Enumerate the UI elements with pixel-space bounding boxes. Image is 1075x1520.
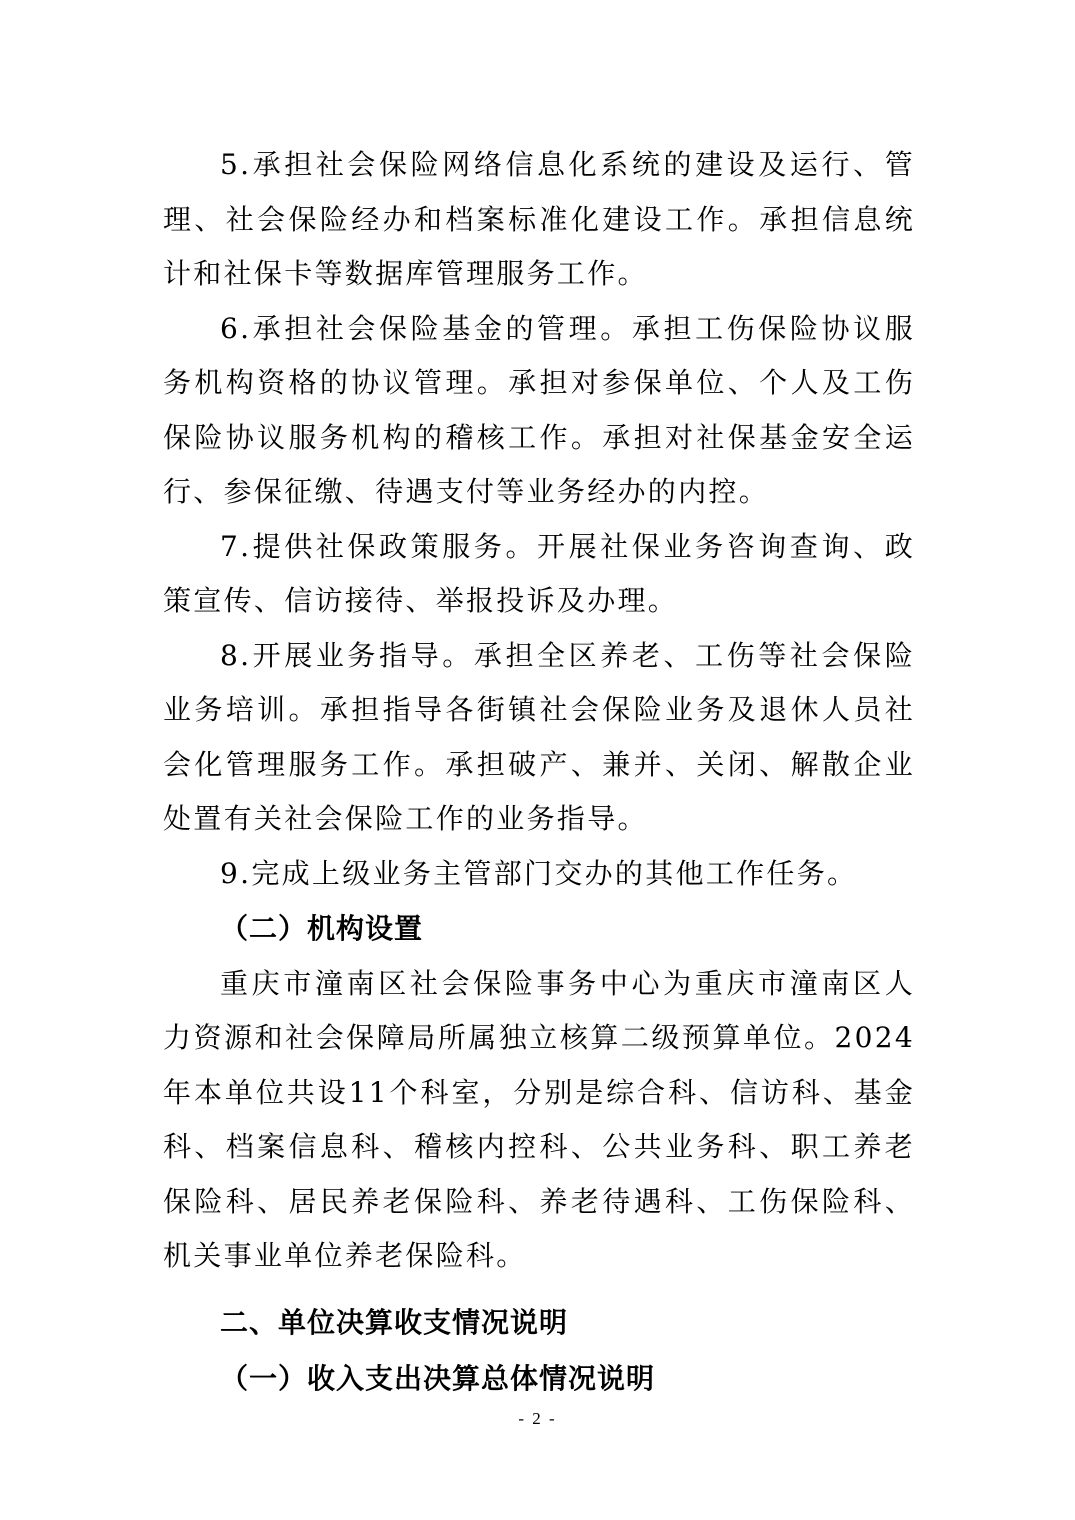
paragraph-item-8: 8.开展业务指导。承担全区养老、工伤等社会保险业务培训。承担指导各街镇社会保险业务及退休人员社会化管理服务工作。承担破产、兼并、关闭、解散企业处置有关社会保险工作的业务指导。: [163, 638, 915, 835]
page-number: - 2 -: [518, 1409, 557, 1428]
subsection-heading-overview: （一）收入支出决算总体情况说明: [220, 1362, 656, 1395]
document-body: [163, 138, 915, 1407]
paragraph-organization: 重庆市潼南区社会保险事务中心为重庆市潼南区人力资源和社会保障局所属独立核算二级预算单位。2024年本单位共设11个科室，分别是综合科、信访科、基金科、档案信息科、稽核内控科、公共业务科、职工养老保险科、居民养老保险科、养老待遇科、工伤保险科、机关事业单位养老保险科。: [163, 966, 915, 1272]
section-heading-organization: （二）机构设置: [220, 912, 424, 945]
paragraph-item-9: 9.完成上级业务主管部门交办的其他工作任务。: [220, 856, 858, 890]
paragraph-item-7: 7.提供社保政策服务。开展社保业务咨询查询、政策宣传、信访接待、举报投诉及办理。: [163, 529, 915, 617]
section-heading-budget: 二、单位决算收支情况说明: [220, 1305, 569, 1339]
paragraph-item-6: 6.承担社会保险基金的管理。承担工伤保险协议服务机构资格的协议管理。承担对参保单位、个人及工伤保险协议服务机构的稽核工作。承担对社保基金安全运行、参保征缴、待遇支付等业务经办的内控。: [163, 311, 915, 508]
paragraph-item-5: 5.承担社会保险网络信息化系统的建设及运行、管理、社会保险经办和档案标准化建设工作。承担信息统计和社保卡等数据库管理服务工作。: [163, 148, 915, 290]
